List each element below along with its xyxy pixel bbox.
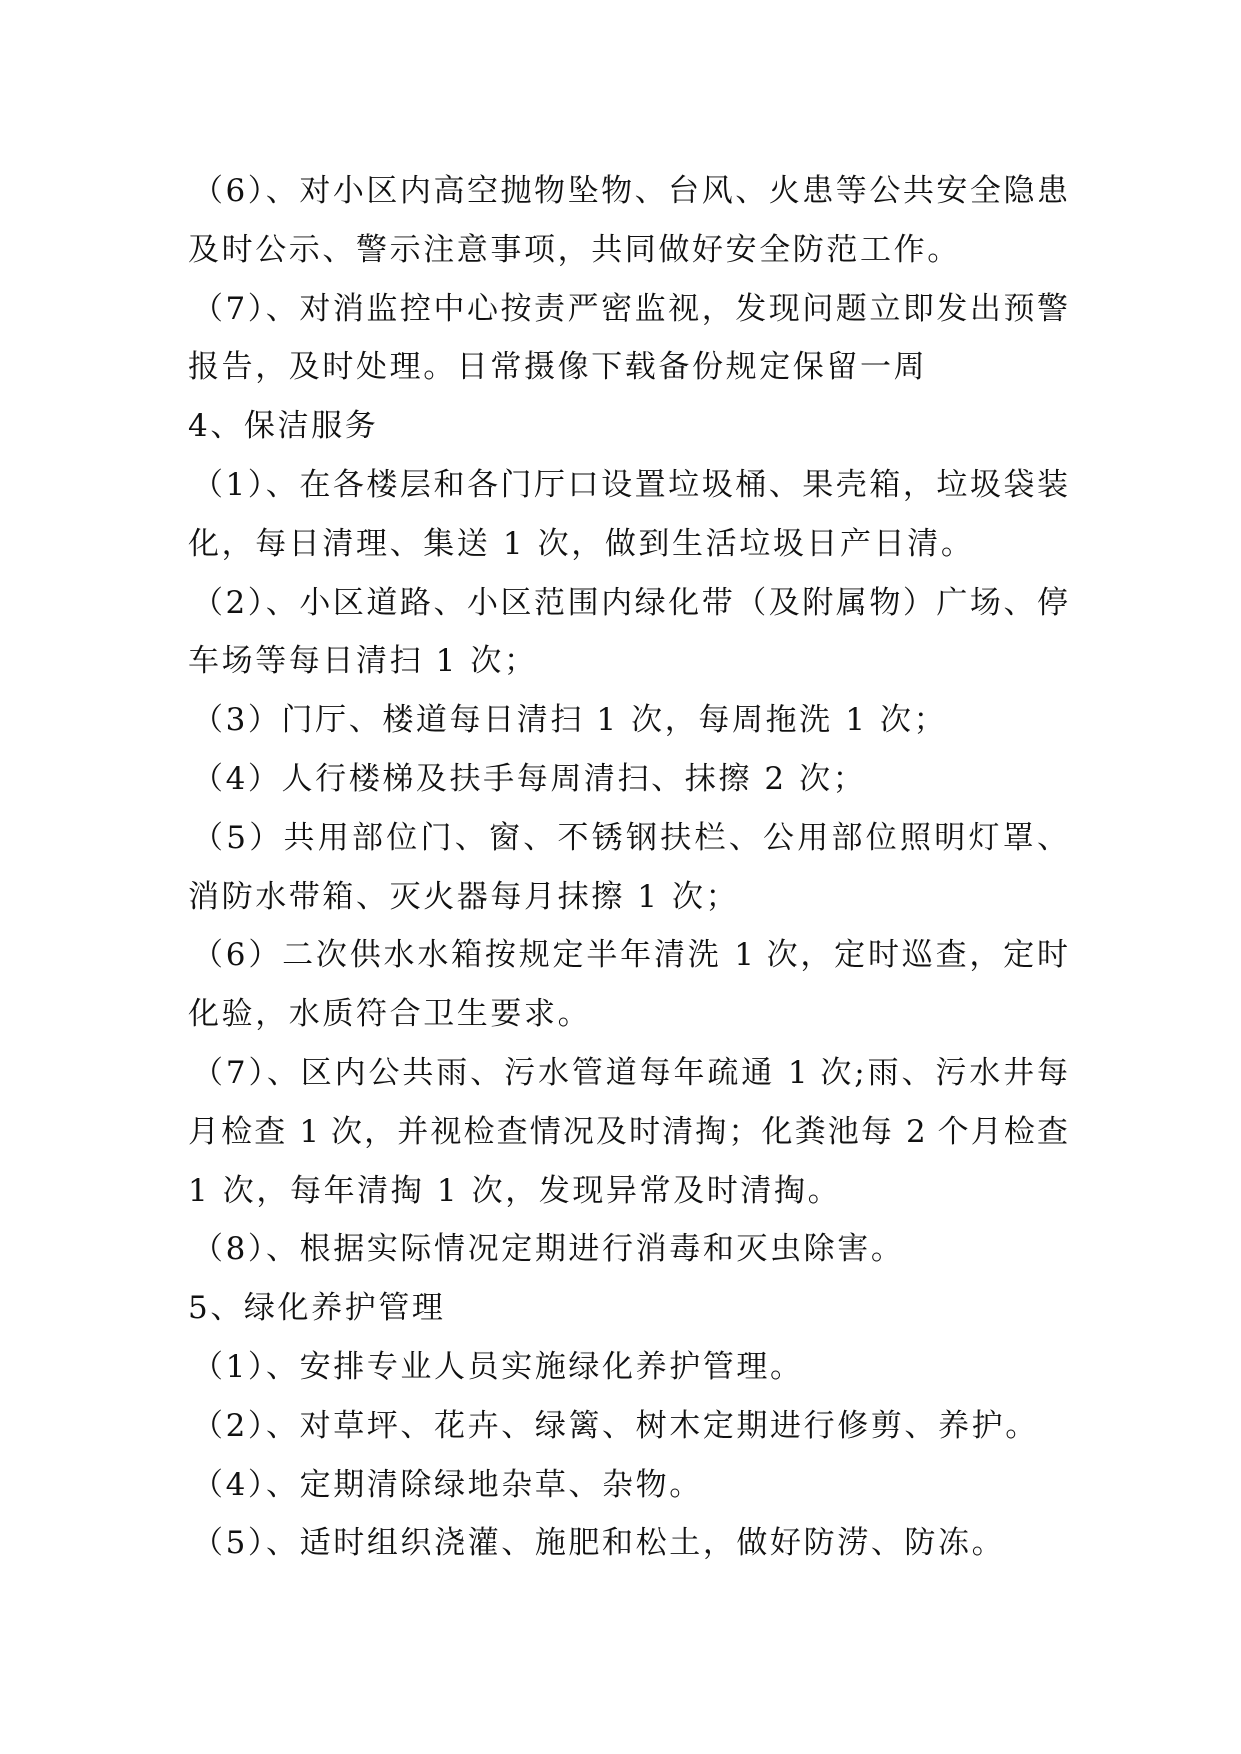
text-line: （2）、小区道路、小区范围内绿化带（及附属物）广场、停	[192, 584, 1068, 621]
text-line: （2）、对草坪、花卉、绿篱、树木定期进行修剪、养护。	[192, 1407, 1039, 1444]
text-line: 月检查 1 次，并视检查情况及时清掏；化粪池每 2 个月检查	[188, 1113, 1068, 1150]
text-line: （1）、安排专业人员实施绿化养护管理。	[192, 1348, 804, 1385]
text-line: （8）、根据实际情况定期进行消毒和灭虫除害。	[192, 1231, 905, 1268]
text-line: （3）门厅、楼道每日清扫 1 次，每周拖洗 1 次；	[192, 702, 948, 739]
text-line: 报告，及时处理。日常摄像下载备份规定保留一周	[188, 349, 928, 386]
text-line: 4、保洁服务	[188, 408, 379, 445]
text-line: 消防水带箱、灭火器每月抹擦 1 次；	[188, 878, 740, 915]
text-line: （4）人行楼梯及扶手每周清扫、抹擦 2 次；	[192, 760, 867, 797]
text-line: （7）、对消监控中心按责严密监视，发现问题立即发出预警	[192, 290, 1068, 327]
text-line: 车场等每日清扫 1 次；	[188, 643, 538, 680]
text-line: （4）、定期清除绿地杂草、杂物。	[192, 1466, 703, 1503]
text-line: 5、绿化养护管理	[188, 1290, 446, 1327]
text-line: 1 次，每年清掏 1 次，发现异常及时清掏。	[188, 1172, 842, 1209]
document-body	[188, 162, 1068, 1573]
text-line: （5）、适时组织浇灌、施肥和松土，做好防涝、防冻。	[192, 1525, 1006, 1562]
text-line: （6）、对小区内高空抛物坠物、台风、火患等公共安全隐患	[192, 173, 1068, 209]
text-line: 及时公示、警示注意事项，共同做好安全防范工作。	[188, 231, 961, 268]
text-line: 化验，水质符合卫生要求。	[188, 996, 592, 1033]
text-line: （6）二次供水水箱按规定半年清洗 1 次，定时巡查，定时	[192, 937, 1068, 974]
text-line: （5）共用部位门、窗、不锈钢扶栏、公用部位照明灯罩、	[192, 819, 1068, 856]
text-line: （1）、在各楼层和各门厅口设置垃圾桶、果壳箱，垃圾袋装	[192, 466, 1068, 503]
text-line: 化，每日清理、集送 1 次，做到生活垃圾日产日清。	[188, 525, 975, 562]
text-line: （7）、区内公共雨、污水管道每年疏通 1 次;雨、污水井每	[192, 1054, 1068, 1091]
